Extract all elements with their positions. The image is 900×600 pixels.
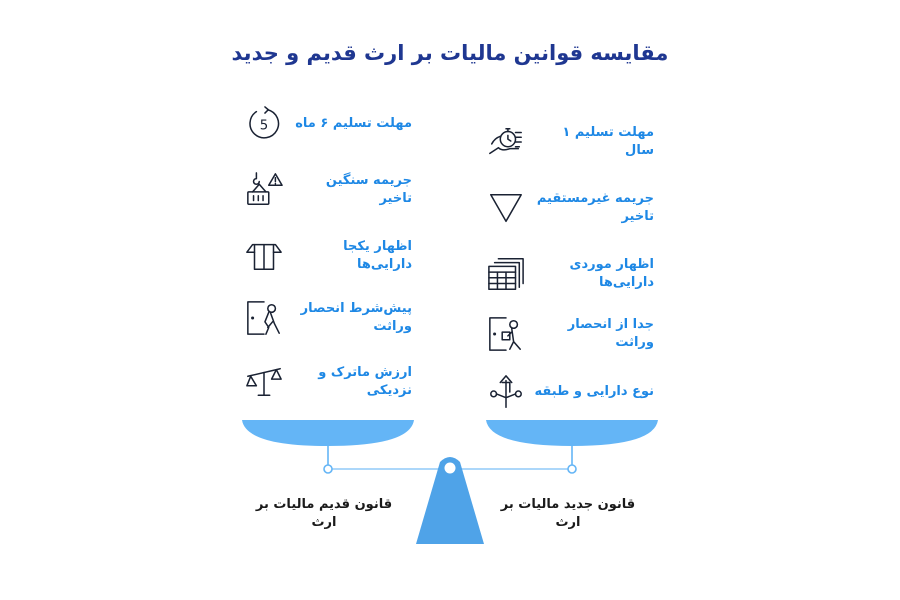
- old-item-declaration-label: اظهار یکجا دارایی‌ها: [343, 239, 412, 272]
- page-title: مقایسه قوانین مالیات بر ارث قدیم و جدید: [231, 41, 669, 65]
- new-law-pan: [486, 420, 658, 446]
- old-item-valuation-label: ارزش ماترک و نزدیکی: [318, 365, 412, 398]
- old-law-caption: قانون قدیم مالیات بر ارث: [255, 497, 393, 530]
- old-item-deadline-label: مهلت تسلیم ۶ ماه: [295, 116, 412, 131]
- new-item-declaration-label: اظهار موردی دارایی‌ها: [569, 257, 654, 290]
- old-item-penalty-label: جریمه سنگین تاخیر: [325, 173, 412, 206]
- new-law-caption: قانون جدید مالیات بر ارث: [500, 497, 636, 530]
- new-item-separation-label: جدا از انحصار وراثت: [567, 317, 654, 350]
- svg-text:5: 5: [259, 118, 269, 134]
- old-law-pan: [242, 420, 414, 446]
- old-item-precondition-label: پیش‌شرط انحصار وراثت: [300, 301, 412, 334]
- new-item-penalty-label: جریمه غیرمستقیم تاخیر: [536, 191, 654, 224]
- new-item-asset-type-label: نوع دارایی و طبقه: [534, 384, 654, 399]
- new-item-deadline-label: مهلت تسلیم ۱ سال: [562, 125, 654, 158]
